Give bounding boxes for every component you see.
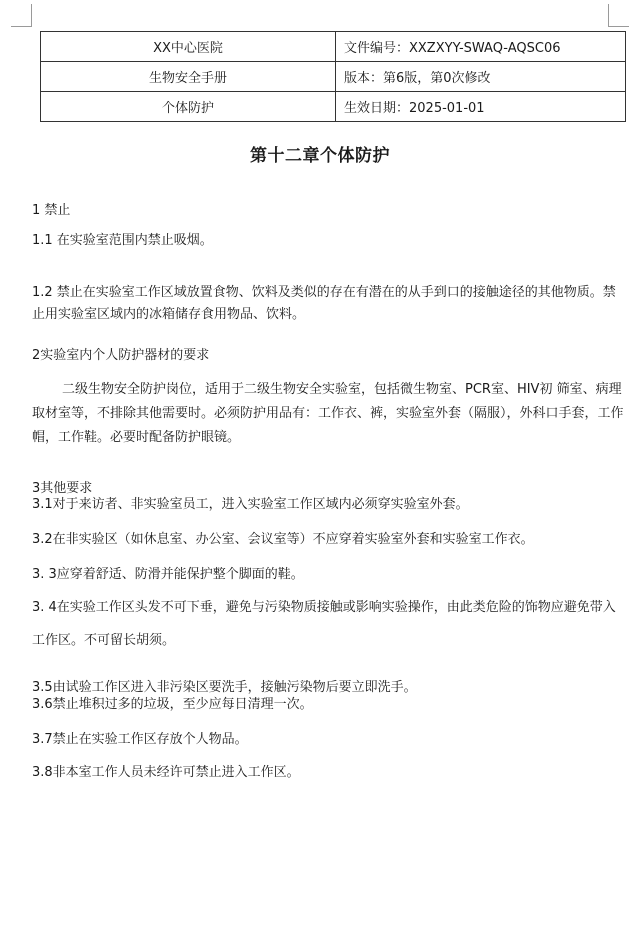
rule-3-5: 3.5由试验工作区进入非污染区要洗手，接触污染物后要立即洗手。 bbox=[32, 680, 417, 695]
manual-name: 生物安全手册 bbox=[41, 62, 336, 92]
rule-3-2: 3.2在非实验区（如休息室、办公室、会议室等）不应穿着实验室外套和实验室工作衣。 bbox=[32, 532, 534, 547]
hospital-name: XX中心医院 bbox=[41, 32, 336, 62]
section-2-heading: 2实验室内个人防护器材的要求 bbox=[32, 348, 210, 363]
rule-3-1: 3.1对于来访者、非实验室员工，进入实验室工作区域内必须穿实验室外套。 bbox=[32, 497, 469, 512]
margin-corner-mark-right bbox=[608, 4, 629, 27]
section-name: 个体防护 bbox=[41, 92, 336, 122]
rule-1-1: 1.1 在实验室范围内禁止吸烟。 bbox=[32, 233, 213, 248]
rule-3-4: 3. 4在实验工作区头发不可下垂，避免与污染物质接触或影响实验操作，由此类危险的饰物应避免带入工作区。不可留长胡须。 bbox=[32, 600, 616, 648]
rule-3-3: 3. 3应穿着舒适、防滑并能保护整个脚面的鞋。 bbox=[32, 567, 304, 582]
margin-corner-mark-left bbox=[11, 4, 32, 27]
rule-3-8: 3.8非本室工作人员未经许可禁止进入工作区。 bbox=[32, 765, 300, 780]
header-row bbox=[41, 62, 626, 92]
section-3-heading: 3其他要求 bbox=[32, 481, 93, 496]
header-row bbox=[41, 92, 626, 122]
section-1-heading: 1 禁止 bbox=[32, 203, 71, 218]
rule-1-2: 1.2 禁止在实验室工作区域放置食物、饮料及类似的存在有潜在的从手到口的接触途径的其他物质。禁止用实验室区域内的冰箱储存食用物品、饮料。 bbox=[32, 285, 616, 322]
section-2-body: 二级生物安全防护岗位，适用于二级生物安全实验室，包括微生物室、PCR室、HIV初 筛室、病理取材室等，不排除其他需要时。必须防护用品有：工作衣、裤，实验室外套（隔服），外科口手套，工作帽，工作鞋。必要时配备防护眼镜。 bbox=[32, 382, 624, 445]
document-header-table bbox=[40, 31, 626, 122]
header-row bbox=[41, 32, 626, 62]
version-info: 版本：第6版，第0次修改 bbox=[336, 62, 626, 92]
chapter-title: 第十二章个体防护 bbox=[250, 146, 390, 166]
document-number: 文件编号：XXZXYY-SWAQ-AQSC06 bbox=[336, 32, 626, 62]
effective-date: 生效日期：2025-01-01 bbox=[336, 92, 626, 122]
rule-3-7: 3.7禁止在实验工作区存放个人物品。 bbox=[32, 732, 248, 747]
rule-3-6: 3.6禁止堆积过多的垃圾，至少应每日清理一次。 bbox=[32, 697, 313, 712]
